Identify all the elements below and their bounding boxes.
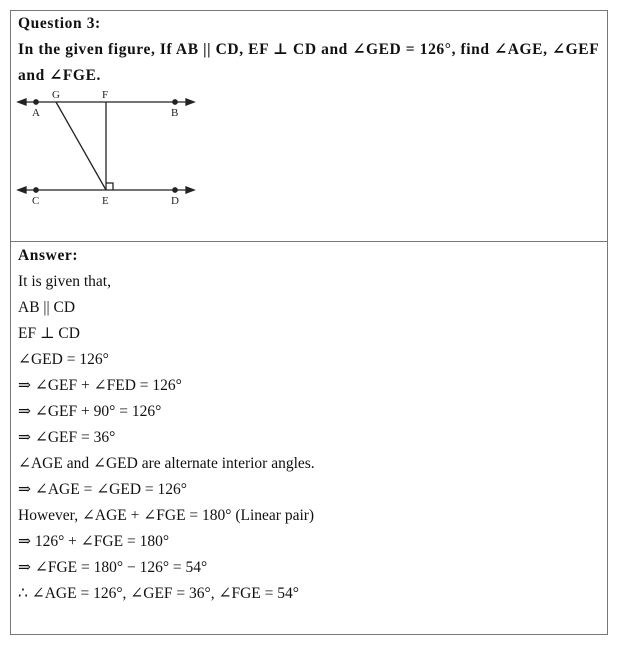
label-g: G (52, 89, 60, 101)
answer-line: ⇒ ∠GEF + ∠FED = 126° (18, 377, 182, 394)
point-a (34, 100, 38, 104)
arrow-left-cd (18, 187, 26, 193)
answer-line: AB || CD (18, 299, 76, 316)
arrow-right-cd (186, 187, 194, 193)
answer-line: ∴ ∠AGE = 126°, ∠GEF = 36°, ∠FGE = 54° (18, 585, 299, 602)
answer-line: ∠GED = 126° (18, 351, 109, 368)
arrow-right-ab (186, 99, 194, 105)
label-f: F (102, 89, 109, 101)
answer-line: However, ∠AGE + ∠FGE = 180° (Linear pair) (18, 507, 315, 524)
question-text-line-2: and ∠FGE. (18, 67, 101, 84)
right-angle-mark (106, 183, 113, 190)
answer-line: EF ⊥ CD (18, 325, 80, 342)
label-e: E (102, 195, 109, 207)
geometry-figure (14, 88, 199, 210)
label-d: D (171, 195, 179, 207)
answer-line: ⇒ ∠FGE = 180° − 126° = 54° (18, 559, 208, 576)
point-d (173, 188, 177, 192)
answer-line: ⇒ 126° + ∠FGE = 180° (18, 533, 170, 550)
question-text-line-1: In the given figure, If AB || CD, EF ⊥ CD and ∠GED = 126°, find ∠AGE, ∠GEF (18, 41, 600, 58)
question-heading: Question 3: (18, 15, 101, 32)
answer-line: ⇒ ∠GEF = 36° (18, 429, 116, 446)
table-divider (10, 241, 608, 242)
answer-section (18, 243, 315, 607)
question-section (18, 11, 603, 89)
answer-line: ∠AGE and ∠GED are alternate interior angles. (18, 455, 315, 472)
answer-line: It is given that, (18, 273, 111, 290)
point-b (173, 100, 177, 104)
label-a: A (32, 107, 40, 119)
answer-line: ⇒ ∠AGE = ∠GED = 126° (18, 481, 187, 498)
answer-heading: Answer: (18, 247, 79, 264)
arrow-left-ab (18, 99, 26, 105)
label-c: C (32, 195, 40, 207)
label-b: B (171, 107, 179, 119)
point-c (34, 188, 38, 192)
segment-ge (56, 102, 106, 190)
answer-line: ⇒ ∠GEF + 90° = 126° (18, 403, 162, 420)
